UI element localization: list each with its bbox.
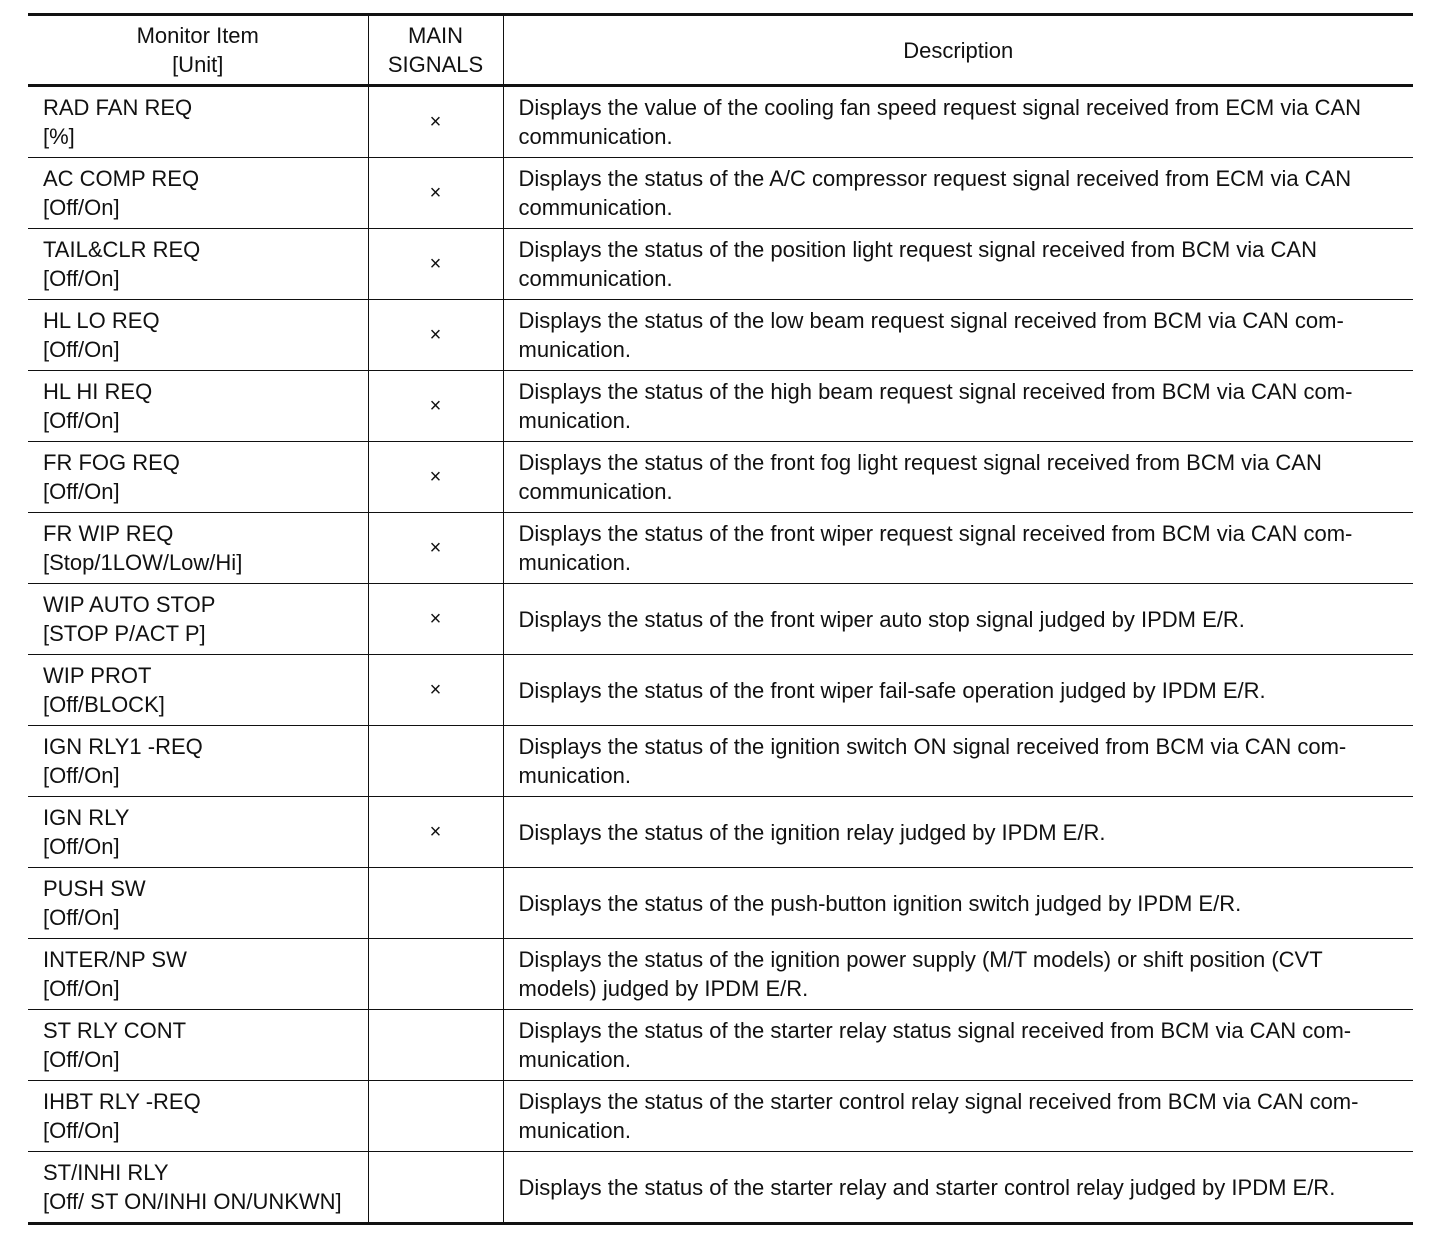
monitor-item-name: IHBT RLY -REQ (43, 1089, 201, 1114)
header-main-label: MAIN (408, 23, 463, 48)
description-line-2: communication. (518, 195, 673, 220)
header-signals-label: SIGNALS (387, 52, 484, 77)
description-line-1: Displays the status of the front fog light request signal received from BCM via CAN (518, 450, 1322, 475)
main-signal-mark: × (368, 655, 503, 726)
table-row (28, 1152, 1413, 1224)
description-line-1: Displays the status of the starter control relay signal received from BCM via CAN com- (518, 1089, 1359, 1114)
main-signal-mark (368, 1152, 503, 1224)
monitor-item-unit: [STOP P/ACT P] (43, 621, 206, 646)
main-signal-mark (368, 939, 503, 1010)
description-cell (503, 442, 1413, 513)
header-description (503, 15, 1413, 86)
description-cell (503, 726, 1413, 797)
description-line-1: Displays the status of the ignition switch ON signal received from BCM via CAN com- (518, 734, 1347, 759)
main-signal-mark: × (368, 300, 503, 371)
monitor-item-cell (28, 513, 368, 584)
monitor-item-unit: [Off/On] (43, 266, 120, 291)
monitor-item-cell (28, 1010, 368, 1081)
table-row (28, 584, 1413, 655)
monitor-item-unit: [Off/On] (43, 479, 120, 504)
monitor-item-name: IGN RLY1 -REQ (43, 734, 203, 759)
description-line-2: munication. (518, 550, 632, 575)
description-line-2: munication. (518, 337, 632, 362)
monitor-item-cell (28, 300, 368, 371)
description-line-1: Displays the status of the high beam request signal received from BCM via CAN com- (518, 379, 1353, 404)
monitor-item-cell (28, 1081, 368, 1152)
main-signal-mark (368, 726, 503, 797)
description-cell (503, 513, 1413, 584)
description-line-2: communication. (518, 266, 673, 291)
table-row (28, 868, 1413, 939)
header-main-signals (368, 15, 503, 86)
header-monitor-item (28, 15, 368, 86)
description-cell (503, 1152, 1413, 1224)
monitor-item-unit: [Off/On] (43, 337, 120, 362)
monitor-item-name: ST RLY CONT (43, 1018, 187, 1043)
monitor-item-unit: [Off/On] (43, 834, 120, 859)
description-cell (503, 939, 1413, 1010)
description-cell (503, 86, 1413, 158)
monitor-item-name: WIP PROT (43, 663, 152, 688)
table-row (28, 86, 1413, 158)
main-signal-mark: × (368, 158, 503, 229)
monitor-item-cell (28, 797, 368, 868)
description-cell (503, 1081, 1413, 1152)
description-cell (503, 1010, 1413, 1081)
monitor-item-unit: [Off/ ST ON/INHI ON/UNKWN] (43, 1189, 342, 1214)
header-description-label: Description (903, 37, 1014, 63)
description-cell (503, 868, 1413, 939)
description-line-2: models) judged by IPDM E/R. (518, 976, 809, 1001)
main-signal-mark: × (368, 513, 503, 584)
description-cell (503, 300, 1413, 371)
main-signal-mark (368, 868, 503, 939)
monitor-item-unit: [Off/On] (43, 1118, 120, 1143)
description-line-1: Displays the status of the A/C compressor request signal received from ECM via CAN (518, 166, 1352, 191)
monitor-item-cell (28, 939, 368, 1010)
main-signal-mark: × (368, 797, 503, 868)
description-line-2: communication. (518, 124, 673, 149)
monitor-item-unit: [%] (43, 124, 75, 149)
description-line-2: communication. (518, 479, 673, 504)
description-line-1: Displays the status of the starter relay and starter control relay judged by IPDM E/R. (518, 1174, 1336, 1200)
table-row (28, 371, 1413, 442)
monitor-item-name: HL HI REQ (43, 379, 153, 404)
monitor-item-name: TAIL&CLR REQ (43, 237, 201, 262)
monitor-item-cell (28, 158, 368, 229)
table-row (28, 158, 1413, 229)
description-cell (503, 655, 1413, 726)
main-signal-mark (368, 1081, 503, 1152)
monitor-item-name: FR WIP REQ (43, 521, 174, 546)
table-row (28, 229, 1413, 300)
description-cell (503, 158, 1413, 229)
description-line-1: Displays the status of the front wiper fail-safe operation judged by IPDM E/R. (518, 677, 1266, 703)
monitor-item-name: ST/INHI RLY (43, 1160, 169, 1185)
main-signal-mark: × (368, 86, 503, 158)
monitor-item-unit: [Off/On] (43, 408, 120, 433)
description-line-2: munication. (518, 408, 632, 433)
monitor-item-cell (28, 584, 368, 655)
monitor-item-name: RAD FAN REQ (43, 95, 193, 120)
monitor-item-name: AC COMP REQ (43, 166, 200, 191)
table-row (28, 939, 1413, 1010)
monitor-item-cell (28, 726, 368, 797)
description-line-1: Displays the status of the front wiper auto stop signal judged by IPDM E/R. (518, 606, 1245, 632)
monitor-item-name: PUSH SW (43, 876, 146, 901)
monitor-item-cell (28, 229, 368, 300)
description-line-2: munication. (518, 1047, 632, 1072)
description-cell (503, 797, 1413, 868)
monitor-item-unit: [Off/On] (43, 1047, 120, 1072)
monitor-item-table (28, 13, 1413, 1225)
monitor-item-cell (28, 868, 368, 939)
monitor-item-unit: [Off/On] (43, 905, 120, 930)
table-row (28, 513, 1413, 584)
table-header-row (28, 15, 1413, 86)
table-row (28, 797, 1413, 868)
monitor-item-unit: [Off/On] (43, 763, 120, 788)
monitor-item-cell (28, 442, 368, 513)
table-row (28, 726, 1413, 797)
description-line-1: Displays the status of the starter relay status signal received from BCM via CAN com- (518, 1018, 1352, 1043)
description-line-1: Displays the status of the position light request signal received from BCM via CAN (518, 237, 1317, 262)
description-line-1: Displays the status of the low beam request signal received from BCM via CAN com- (518, 308, 1344, 333)
monitor-item-cell (28, 1152, 368, 1224)
header-unit-label: [Unit] (172, 52, 224, 77)
main-signal-mark (368, 1010, 503, 1081)
description-line-2: munication. (518, 1118, 632, 1143)
description-cell (503, 584, 1413, 655)
monitor-item-name: HL LO REQ (43, 308, 160, 333)
description-line-2: munication. (518, 763, 632, 788)
header-monitor-item-label: Monitor Item (136, 23, 259, 48)
description-cell (503, 229, 1413, 300)
main-signal-mark: × (368, 442, 503, 513)
table-row (28, 655, 1413, 726)
description-line-1: Displays the status of the front wiper request signal received from BCM via CAN com- (518, 521, 1353, 546)
monitor-item-unit: [Off/BLOCK] (43, 692, 165, 717)
description-line-1: Displays the status of the ignition power supply (M/T models) or shift position (CVT (518, 947, 1323, 972)
monitor-item-cell (28, 371, 368, 442)
description-line-1: Displays the value of the cooling fan speed request signal received from ECM via CAN (518, 95, 1362, 120)
table-row (28, 300, 1413, 371)
monitor-item-cell (28, 655, 368, 726)
description-cell (503, 371, 1413, 442)
monitor-item-name: INTER/NP SW (43, 947, 187, 972)
table-row (28, 1010, 1413, 1081)
monitor-item-unit: [Off/On] (43, 195, 120, 220)
main-signal-mark: × (368, 371, 503, 442)
monitor-item-name: WIP AUTO STOP (43, 592, 216, 617)
description-line-1: Displays the status of the push-button ignition switch judged by IPDM E/R. (518, 890, 1242, 916)
main-signal-mark: × (368, 584, 503, 655)
monitor-item-name: IGN RLY (43, 805, 130, 830)
monitor-item-unit: [Stop/1LOW/Low/Hi] (43, 550, 243, 575)
table-row (28, 1081, 1413, 1152)
monitor-item-cell (28, 86, 368, 158)
monitor-item-name: FR FOG REQ (43, 450, 180, 475)
table-row (28, 442, 1413, 513)
main-signal-mark: × (368, 229, 503, 300)
description-line-1: Displays the status of the ignition relay judged by IPDM E/R. (518, 819, 1106, 845)
monitor-item-unit: [Off/On] (43, 976, 120, 1001)
